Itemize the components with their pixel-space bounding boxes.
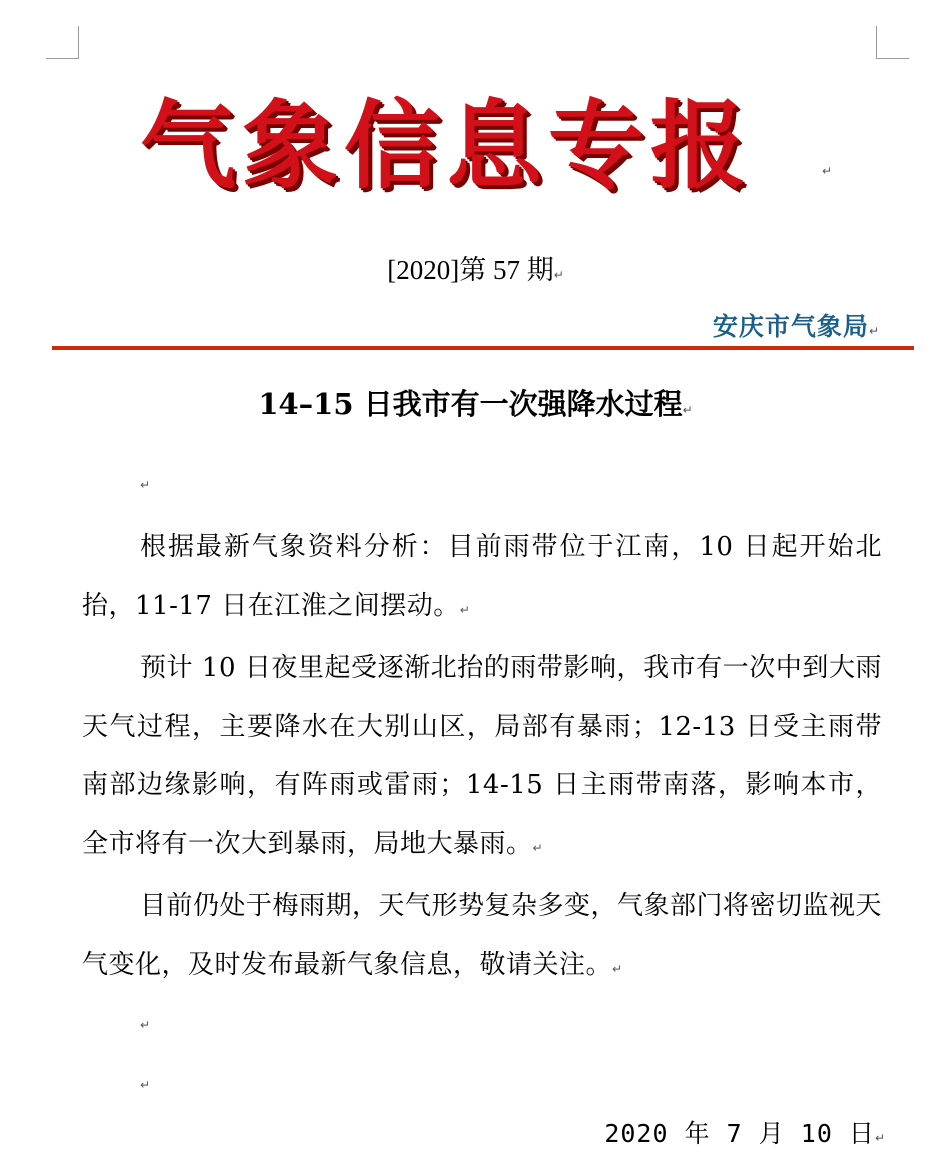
paragraph-1-text: 根据最新气象资料分析：目前雨带位于江南，10 日起开始北抬，11-17 日在江淮之间摆动。 xyxy=(82,532,882,621)
empty-paragraph-mark-icon: ↵ xyxy=(140,478,151,492)
issue-number-text: [2020]第 57 期 xyxy=(387,255,554,285)
paragraph-3-text: 目前仍处于梅雨期，天气形势复杂多变，气象部门将密切监视天气变化，及时发布最新气象信息，敬请关注。 xyxy=(82,891,883,980)
issuer-name-text: 安庆市气象局 xyxy=(712,312,869,341)
empty-paragraph-mark-icon: ↵ xyxy=(140,1018,151,1032)
masthead-text: 气象信息专报 xyxy=(140,89,752,202)
paragraph-2-text: 预计 10 日夜里起受逐渐北抬的雨带影响，我市有一次中到大雨天气过程，主要降水在大别山区，局部有暴雨；12-13 日受主雨带南部边缘影响，有阵雨或雷雨；14-15 日主雨带南落，影响本市，全市将有一次大到暴雨，局地大暴雨。 xyxy=(82,653,882,859)
issue-number xyxy=(0,252,951,293)
headline-text: 14–15 日我市有一次强降水过程 xyxy=(258,387,683,421)
paragraph-mark-icon: ↵ xyxy=(874,1131,885,1145)
paragraph-mark-icon: ↵ xyxy=(682,403,693,417)
crop-mark-top-right xyxy=(876,26,877,59)
document-date xyxy=(604,1116,885,1156)
paragraph-mark-icon: ↵ xyxy=(532,840,543,855)
paragraph-1 xyxy=(82,518,882,639)
paragraph-3 xyxy=(82,877,882,998)
paragraph-mark-icon: ↵ xyxy=(459,602,470,617)
crop-mark-top-left xyxy=(78,26,79,59)
empty-paragraph-mark-icon: ↵ xyxy=(140,1078,151,1092)
paragraph-mark-icon: ↵ xyxy=(868,324,879,338)
paragraph-mark-icon: ↵ xyxy=(612,961,623,976)
document-headline xyxy=(0,384,951,430)
date-text: 2020 年 7 月 10 日 xyxy=(604,1119,875,1148)
crop-mark-top-left xyxy=(46,58,79,59)
paragraph-mark-icon: ↵ xyxy=(553,268,564,282)
issuer-name xyxy=(713,310,879,348)
header-divider xyxy=(52,346,914,350)
masthead-title xyxy=(140,86,833,206)
paragraph-mark-icon: ↵ xyxy=(822,164,833,178)
body-text xyxy=(82,518,882,998)
crop-mark-top-right xyxy=(876,58,909,59)
paragraph-2 xyxy=(82,639,882,877)
